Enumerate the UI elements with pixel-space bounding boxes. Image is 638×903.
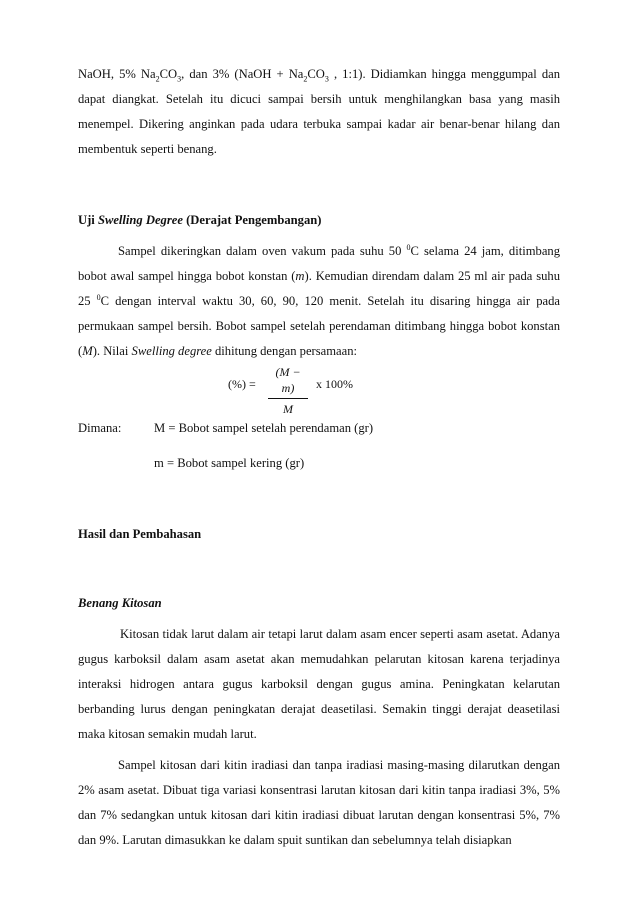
swelling-equation [78, 364, 560, 416]
equation-denominator: M [283, 402, 293, 416]
equation-fraction [268, 364, 308, 417]
document-page [78, 62, 560, 853]
definition-m: m = Bobot sampel kering (gr) [154, 456, 305, 470]
equation-rhs: x 100% [316, 377, 353, 391]
definition-label: Dimana: [78, 421, 122, 435]
fraction-bar [268, 398, 308, 399]
definition-M: M = Bobot sampel setelah perendaman (gr) [154, 421, 374, 435]
equation-numerator: (M − m) [275, 365, 301, 395]
variable-definitions [78, 416, 560, 476]
kitosan-paragraph-1: Kitosan tidak larut dalam air tetapi larut dalam asam encer seperti asam asetat. Adanya gugus karboksil dalam asam asetat akan memudahkan pelarutan kitosan karena terjadinya interaksi hidrogen antara gugus karboksil dengan gugus amina. Peningkatan kelarutan berbanding lurus dengan peningkatan derajat deasetilasi. Semakin tinggi derajat deasetilasi maka kitosan semakin mudah larut. [78, 627, 560, 741]
definition-row [78, 416, 560, 441]
kitosan-paragraph-2: Sampel kitosan dari kitin iradiasi dan tanpa iradiasi masing-masing dilarutkan dengan 2% asam asetat. Dibuat tiga variasi konsentrasi larutan kitosan dari kitin tanpa iradiasi 3%, 5% dan 7% sedangkan untuk kitosan dari kitin iradiasi dibuat larutan dengan konsentrasi 5%, 7% dan 9%. Larutan dimasukkan ke dalam spuit suntikan dan sebelumnya telah disiapkan [78, 758, 560, 847]
kitosan-heading: Benang Kitosan [78, 596, 162, 610]
definition-row [78, 451, 560, 476]
intro-paragraph: NaOH, 5% $Na_2CO_3$, dan 3% (NaOH + $Na_2CO_3$ , 1:1). Didiamkan hingga menggumpal dan dapat diangkat. Setelah itu dicuci sampai bersih untuk menghilangkan basa yang masih menempel. Dikering anginkan pada udara terbuka sampai kadar air benar-benar hilang dan membentuk seperti benang. [78, 67, 561, 156]
swelling-heading: Uji Swelling Degree (Derajat Pengembangan) [78, 213, 322, 227]
results-heading: Hasil dan Pembahasan [78, 527, 202, 541]
swelling-paragraph: Sampel dikeringkan dalam oven vakum pada suhu 50 $^0$C selama 24 jam, ditimbang bobot awal sampel hingga bobot konstan (m). Kemudian direndam dalam 25 ml air pada suhu 25 $^0$C dengan interval waktu 30, 60, 90, 120 menit. Setelah itu disaring hingga air pada permukaan sampel bersih. Bobot sampel setelah perendaman ditimbang hingga bobot konstan (M). Nilai Swelling degree dihitung dengan persamaan: [78, 242, 560, 358]
equation-lhs: (%) = [228, 377, 256, 391]
